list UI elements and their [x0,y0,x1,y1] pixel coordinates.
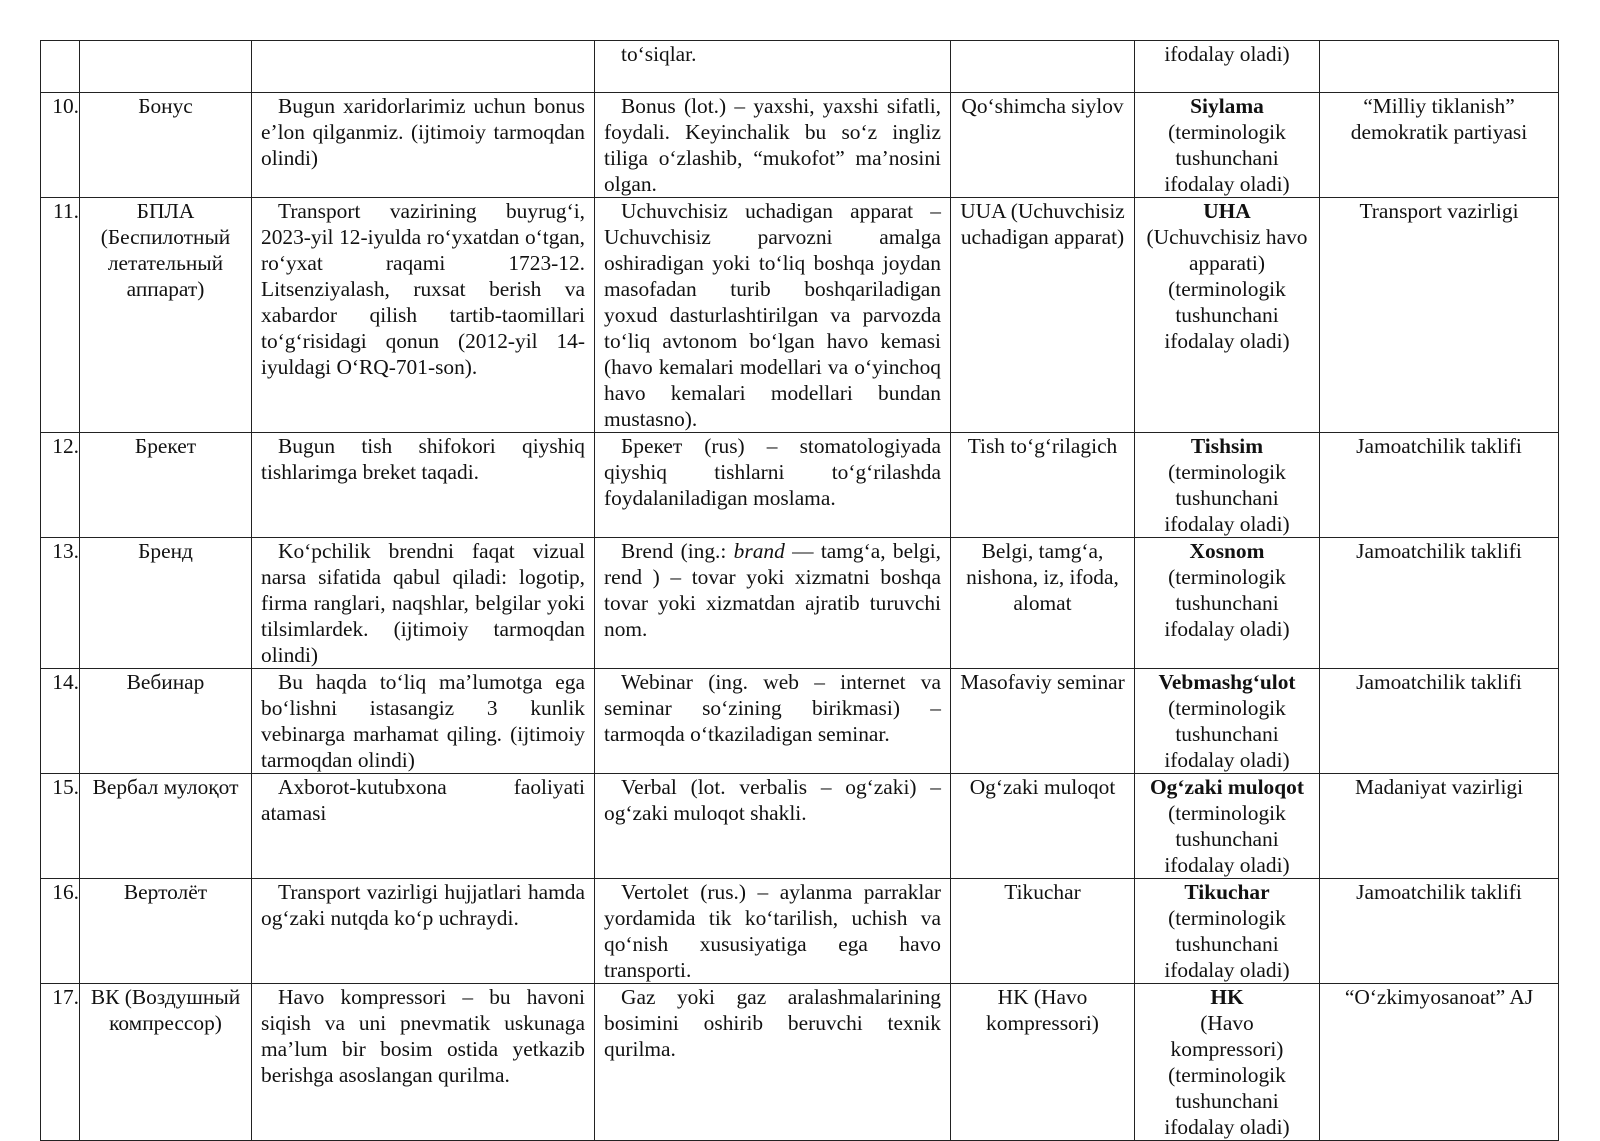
equivalent-cell [951,41,1135,93]
definition-cell: Vertolet (rus.) – aylanma parraklar yordamida tik ko‘tarilish, uchish va qo‘nish xususiyatiga ega havo transporti. [595,879,951,984]
equivalent-cell: Masofaviy seminar [951,669,1135,774]
equivalent-cell: Qo‘shimcha siylov [951,93,1135,198]
table-row [41,41,1559,93]
example-cell: Havo kompressori – bu havoni siqish va uni pnevmatik uskunaga ma’lum bir bosim ostida yetkazib berishga asoslangan qurilma. [252,984,595,1141]
proposed-note: (terminologik tushunchani ifodalay oladi) [1164,696,1290,772]
proposed-cell [1135,984,1320,1141]
definition-text-start: Brend (ing.: [621,539,734,563]
definition-cell: to‘siqlar. [595,41,951,93]
table-row [41,774,1559,879]
proposed-note: (terminologik tushunchani ifodalay oladi) [1164,565,1290,641]
source-cell: Jamoatchilik taklifi [1320,879,1559,984]
proposed-term: Tishsim [1190,434,1264,458]
row-number: 15. [41,774,80,879]
source-cell: “Milliy tiklanish” demokratik partiyasi [1320,93,1559,198]
table-row [41,669,1559,774]
proposed-cell [1135,774,1320,879]
source-cell: Jamoatchilik taklifi [1320,669,1559,774]
equivalent-cell: Tikuchar [951,879,1135,984]
table-row [41,984,1559,1141]
source-cell: Jamoatchilik taklifi [1320,433,1559,538]
proposed-term: Vebmashg‘ulot [1158,670,1296,694]
terms-table [40,40,1559,1141]
definition-cell: Verbal (lot. verbalis – og‘zaki) – og‘zaki muloqot shakli. [595,774,951,879]
document-page [40,40,1558,1141]
proposed-note: (Havo kompressori) (terminologik tushunchani ifodalay oladi) [1164,1011,1290,1139]
row-number [41,41,80,93]
proposed-note: ifodalay oladi) [1164,42,1290,66]
proposed-note: (terminologik tushunchani ifodalay oladi) [1164,906,1290,982]
equivalent-cell: Og‘zaki muloqot [951,774,1135,879]
definition-italic-term: brand [733,539,785,563]
row-number: 16. [41,879,80,984]
proposed-note: (terminologik tushunchani ifodalay oladi) [1164,460,1290,536]
table-row [41,879,1559,984]
equivalent-cell: Belgi, tamg‘a, nishona, iz, ifoda, alomat [951,538,1135,669]
proposed-term: HK [1210,985,1244,1009]
source-cell [1320,41,1559,93]
table-row [41,538,1559,669]
term-cell: Брекет [80,433,252,538]
term-cell: Бонус [80,93,252,198]
proposed-cell [1135,198,1320,433]
proposed-note: (terminologik tushunchani ifodalay oladi) [1164,801,1290,877]
example-cell: Axborot-kutubxona faoliyati atamasi [252,774,595,879]
example-cell: Transport vazirligi hujjatlari hamda og‘zaki nutqda ko‘p uchraydi. [252,879,595,984]
proposed-cell [1135,879,1320,984]
source-cell: “O‘zkimyosanoat” AJ [1320,984,1559,1141]
source-cell: Madaniyat vazirligi [1320,774,1559,879]
proposed-cell [1135,93,1320,198]
definition-cell [595,538,951,669]
term-cell [80,41,252,93]
term-cell: БПЛА (Беспилотный летательный аппарат) [80,198,252,433]
example-cell: Bugun tish shifokori qiyshiq tishlarimga breket taqadi. [252,433,595,538]
equivalent-cell: UUA (Uchuvchisiz uchadigan apparat) [951,198,1135,433]
proposed-cell [1135,433,1320,538]
definition-text-end: — tamg‘a, belgi, rend ) – tovar yoki xizmatni boshqa tovar yoki xizmatdan ajratib turuvchi nom. [604,539,941,641]
proposed-term: Xosnom [1189,539,1265,563]
example-cell: Transport vazirining buyrug‘i, 2023-yil 12-iyulda ro‘yxatdan o‘tgan, ro‘yxat raqami 1723-12. Litsenziyalash, ruxsat berish va xabardor qilish tartib-taomillari to‘g‘risidagi qonun (2012-yil 14-iyuldagi O‘RQ-701-son). [252,198,595,433]
term-cell: Бренд [80,538,252,669]
definition-cell: Webinar (ing. web – internet va seminar so‘zining birikmasi) – tarmoqda o‘tkaziladigan seminar. [595,669,951,774]
row-number: 17. [41,984,80,1141]
equivalent-cell: Tish to‘g‘rilagich [951,433,1135,538]
proposed-note: (Uchuvchisiz havo apparati) (terminologik tushunchani ifodalay oladi) [1146,225,1308,353]
term-cell: Вербал мулоқот [80,774,252,879]
definition-cell: Брекет (rus) – stomatologiyada qiyshiq tishlarni to‘g‘rilashda foydalaniladigan moslama. [595,433,951,538]
table-row [41,198,1559,433]
example-cell [252,41,595,93]
proposed-term: Siylama [1190,94,1264,118]
row-number: 12. [41,433,80,538]
row-number: 11. [41,198,80,433]
example-cell: Bugun xaridorlarimiz uchun bonus e’lon qilganmiz. (ijtimoiy tarmoqdan olindi) [252,93,595,198]
table-row [41,433,1559,538]
row-number: 10. [41,93,80,198]
row-number: 13. [41,538,80,669]
term-cell: Вебинар [80,669,252,774]
example-cell: Bu haqda to‘liq ma’lumotga ega bo‘lishni istasangiz 3 kunlik vebinarga marhamat qiling. (ijtimoiy tarmoqdan olindi) [252,669,595,774]
proposed-note: (terminologik tushunchani ifodalay oladi) [1164,120,1290,196]
proposed-cell [1135,538,1320,669]
definition-cell: Bonus (lot.) – yaxshi, yaxshi sifatli, foydali. Keyinchalik bu so‘z ingliz tiliga o‘zlashib, “mukofot” ma’nosini olgan. [595,93,951,198]
definition-cell: Uchuvchisiz uchadigan apparat – Uchuvchisiz parvozni amalga oshiradigan yoki to‘liq boshqa joydan masofadan turib boshqariladigan yoxud dasturlashtirilgan va parvozda to‘liq avtonom bo‘lgan havo kemasi (havo kemalari modellari va o‘yinchoq havo kemalari modellari bundan mustasno). [595,198,951,433]
definition-cell: Gaz yoki gaz aralashmalarining bosimini oshirib beruvchi texnik qurilma. [595,984,951,1141]
example-cell: Ko‘pchilik brendni faqat vizual narsa sifatida qabul qiladi: logotip, firma ranglari, naqshlar, belgilar yoki tilsimlardek. (ijtimoiy tarmoqdan olindi) [252,538,595,669]
equivalent-cell: HK (Havo kompressori) [951,984,1135,1141]
proposed-term: UHA [1203,199,1251,223]
source-cell: Jamoatchilik taklifi [1320,538,1559,669]
term-cell: Вертолёт [80,879,252,984]
term-cell: ВК (Воздушный компрессор) [80,984,252,1141]
proposed-term: Tikuchar [1184,880,1270,904]
row-number: 14. [41,669,80,774]
proposed-cell [1135,41,1320,93]
table-row [41,93,1559,198]
source-cell: Transport vazirligi [1320,198,1559,433]
proposed-term: Og‘zaki muloqot [1150,775,1304,799]
proposed-cell [1135,669,1320,774]
